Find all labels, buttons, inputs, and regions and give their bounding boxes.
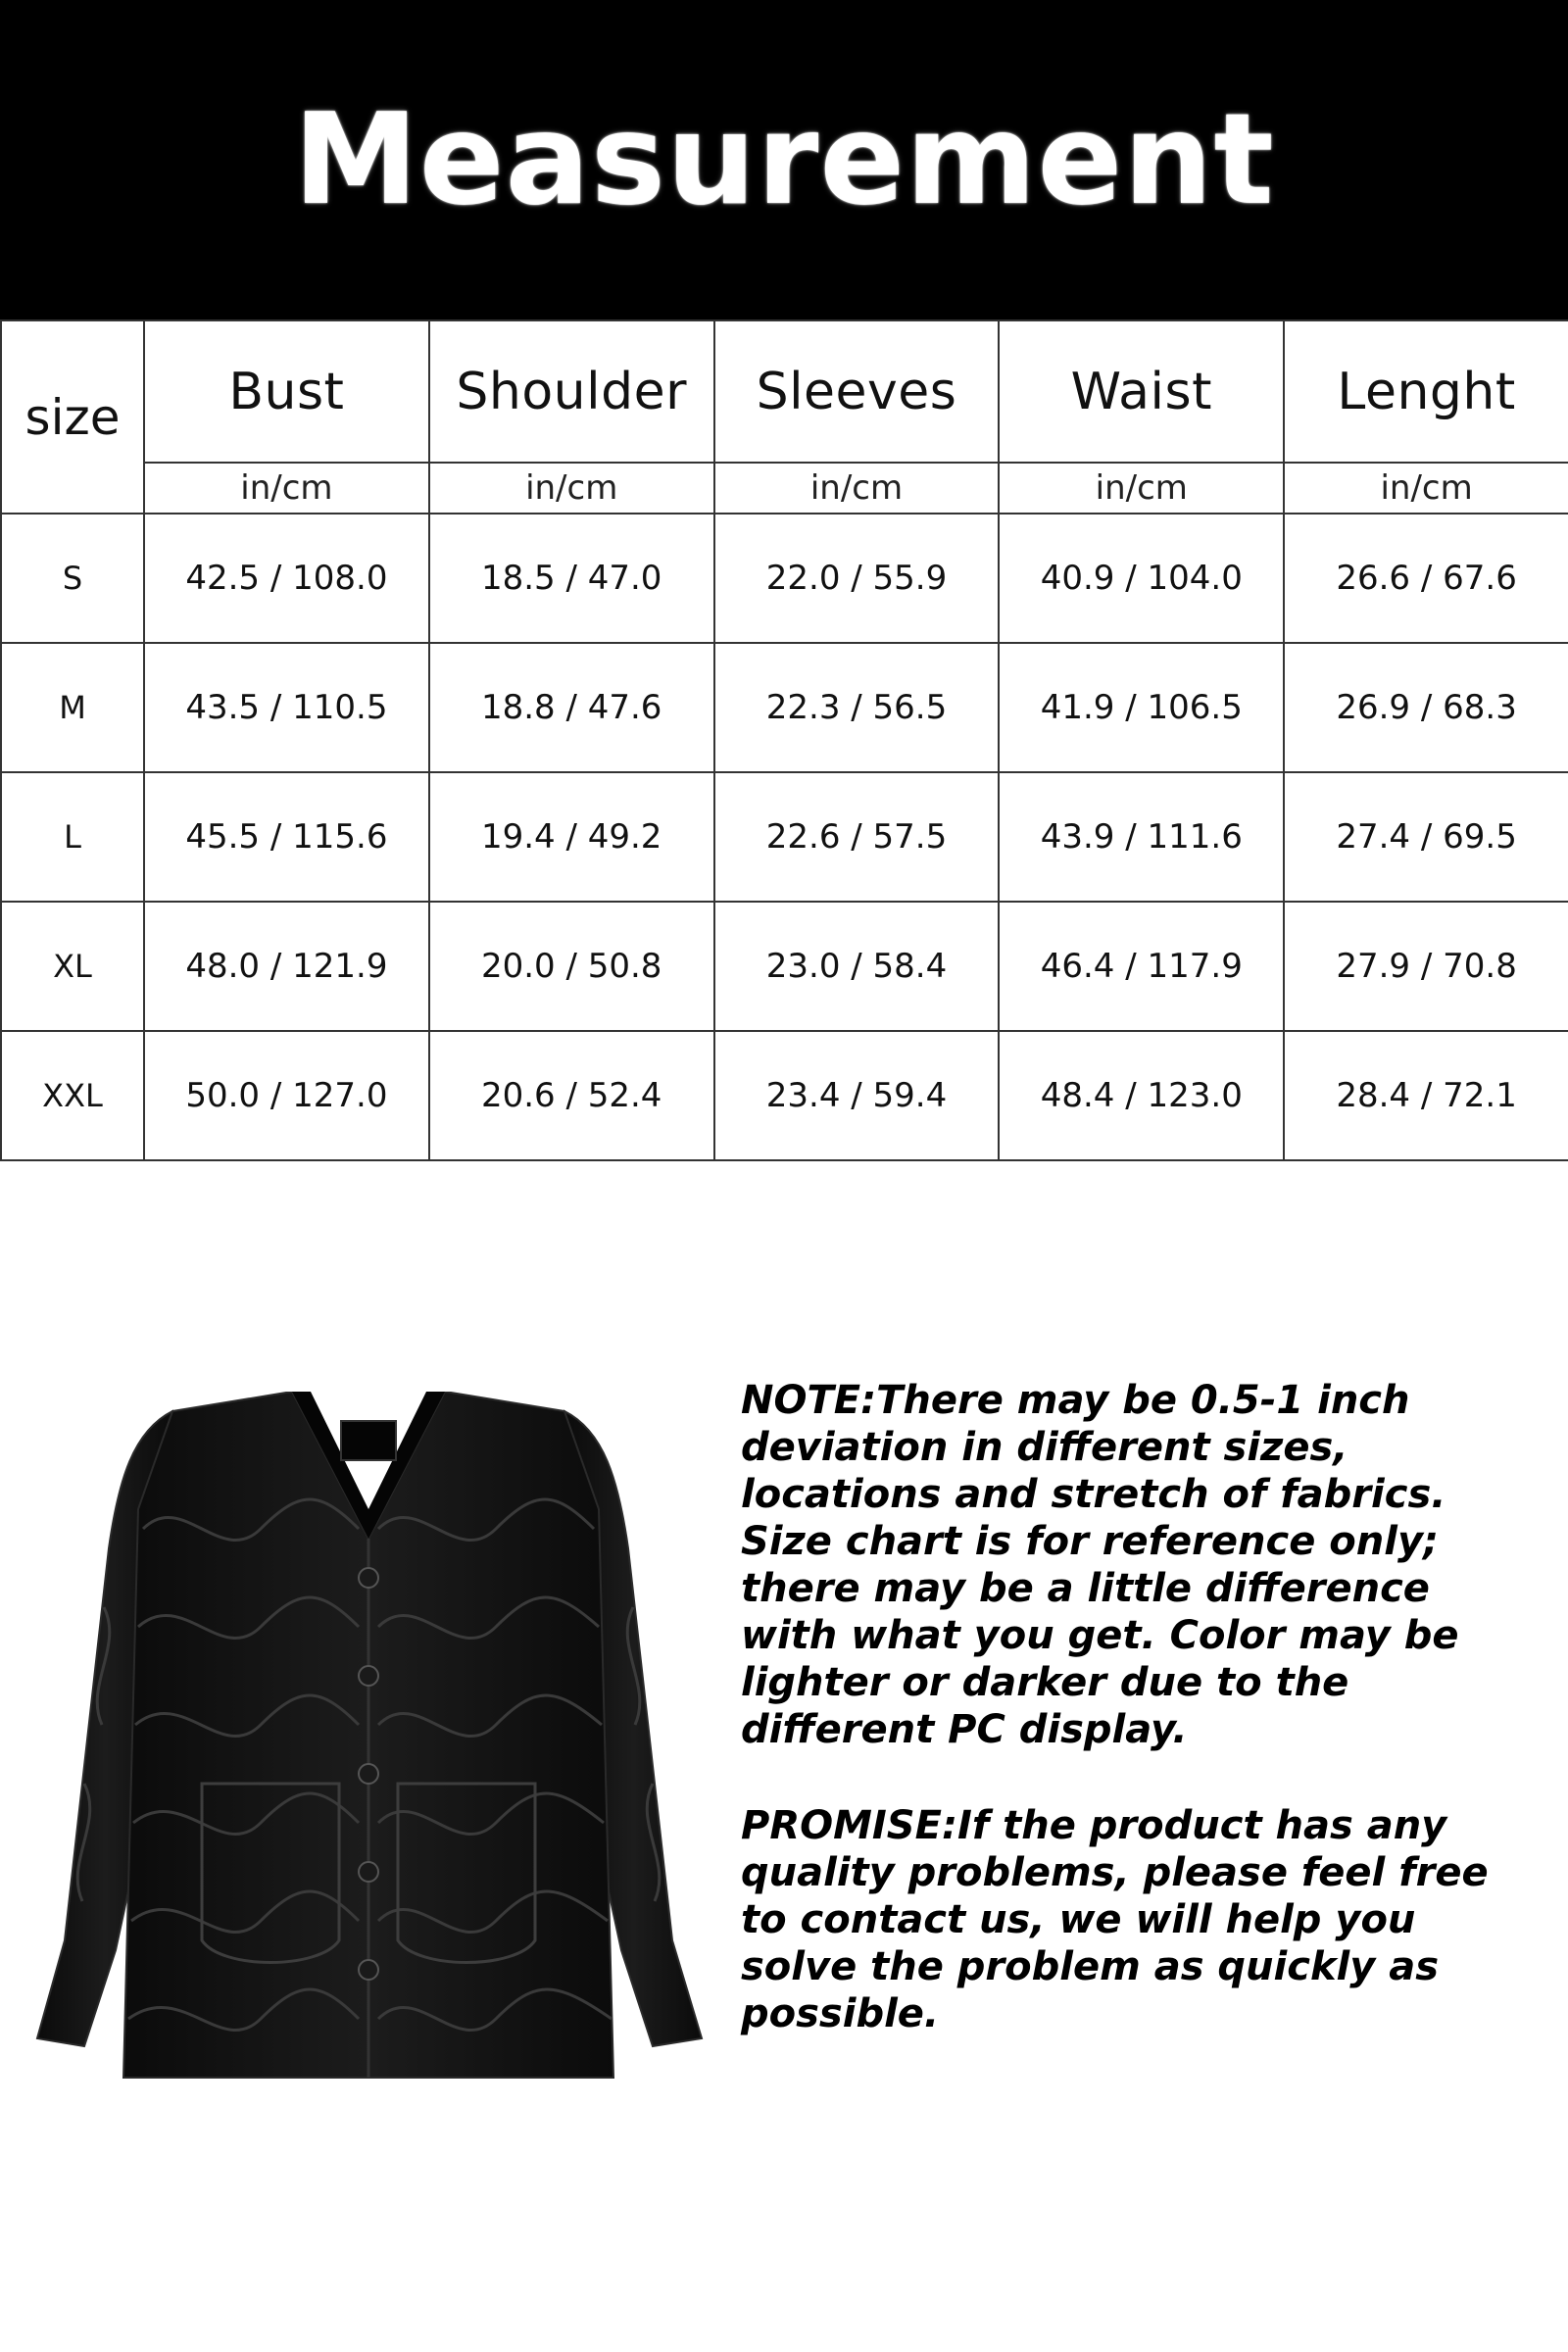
table-cell: 43.9 / 111.6	[999, 772, 1284, 902]
table-cell: 46.4 / 117.9	[999, 902, 1284, 1031]
notes-section	[741, 1377, 1525, 2086]
unit-label: in/cm	[999, 463, 1284, 514]
table-cell: 40.9 / 104.0	[999, 514, 1284, 643]
size-cell: L	[1, 772, 144, 902]
unit-label: in/cm	[1284, 463, 1568, 514]
table-cell: 41.9 / 106.5	[999, 643, 1284, 772]
table-cell: 23.4 / 59.4	[714, 1031, 1000, 1160]
unit-label: in/cm	[144, 463, 429, 514]
header-banner	[0, 0, 1568, 319]
product-image	[25, 1392, 711, 2097]
table-cell: 22.3 / 56.5	[714, 643, 1000, 772]
table-cell: 28.4 / 72.1	[1284, 1031, 1568, 1160]
column-header-length: Lenght	[1284, 320, 1568, 463]
table-cell: 18.5 / 47.0	[429, 514, 714, 643]
table-cell: 27.4 / 69.5	[1284, 772, 1568, 902]
table-cell: 18.8 / 47.6	[429, 643, 714, 772]
promise-text: PROMISE:If the product has any quality problems, please feel free to contact us, we will help you solve the problem as quickly as possible.	[741, 1803, 1489, 2036]
quilted-jacket-icon	[25, 1392, 711, 2097]
table-cell: 48.0 / 121.9	[144, 902, 429, 1031]
table-cell: 42.5 / 108.0	[144, 514, 429, 643]
table-row	[1, 1031, 1568, 1160]
table-row	[1, 772, 1568, 902]
table-cell: 48.4 / 123.0	[999, 1031, 1284, 1160]
table-cell: 19.4 / 49.2	[429, 772, 714, 902]
size-cell: S	[1, 514, 144, 643]
column-header-bust: Bust	[144, 320, 429, 463]
table-cell: 23.0 / 58.4	[714, 902, 1000, 1031]
size-column-header: size	[1, 320, 144, 514]
size-cell: XXL	[1, 1031, 144, 1160]
column-header-waist: Waist	[999, 320, 1284, 463]
size-cell: M	[1, 643, 144, 772]
table-row	[1, 514, 1568, 643]
column-header-sleeves: Sleeves	[714, 320, 1000, 463]
page-title: Measurement	[293, 86, 1275, 233]
table-row	[1, 902, 1568, 1031]
table-cell: 20.6 / 52.4	[429, 1031, 714, 1160]
table-cell: 22.0 / 55.9	[714, 514, 1000, 643]
column-header-shoulder: Shoulder	[429, 320, 714, 463]
table-cell: 26.9 / 68.3	[1284, 643, 1568, 772]
table-row	[1, 643, 1568, 772]
table-cell: 50.0 / 127.0	[144, 1031, 429, 1160]
unit-label: in/cm	[429, 463, 714, 514]
table-cell: 43.5 / 110.5	[144, 643, 429, 772]
table-cell: 20.0 / 50.8	[429, 902, 714, 1031]
table-cell: 45.5 / 115.6	[144, 772, 429, 902]
size-cell: XL	[1, 902, 144, 1031]
table-cell: 27.9 / 70.8	[1284, 902, 1568, 1031]
note-text: NOTE:There may be 0.5-1 inch deviation in different sizes, locations and stretch of fabrics. Size chart is for reference only; there may be a little difference with what you get. Color may be lighter or darker due to the different PC display.	[741, 1378, 1459, 1752]
table-cell: 26.6 / 67.6	[1284, 514, 1568, 643]
table-cell: 22.6 / 57.5	[714, 772, 1000, 902]
size-chart-table	[0, 319, 1568, 1161]
unit-label: in/cm	[714, 463, 1000, 514]
